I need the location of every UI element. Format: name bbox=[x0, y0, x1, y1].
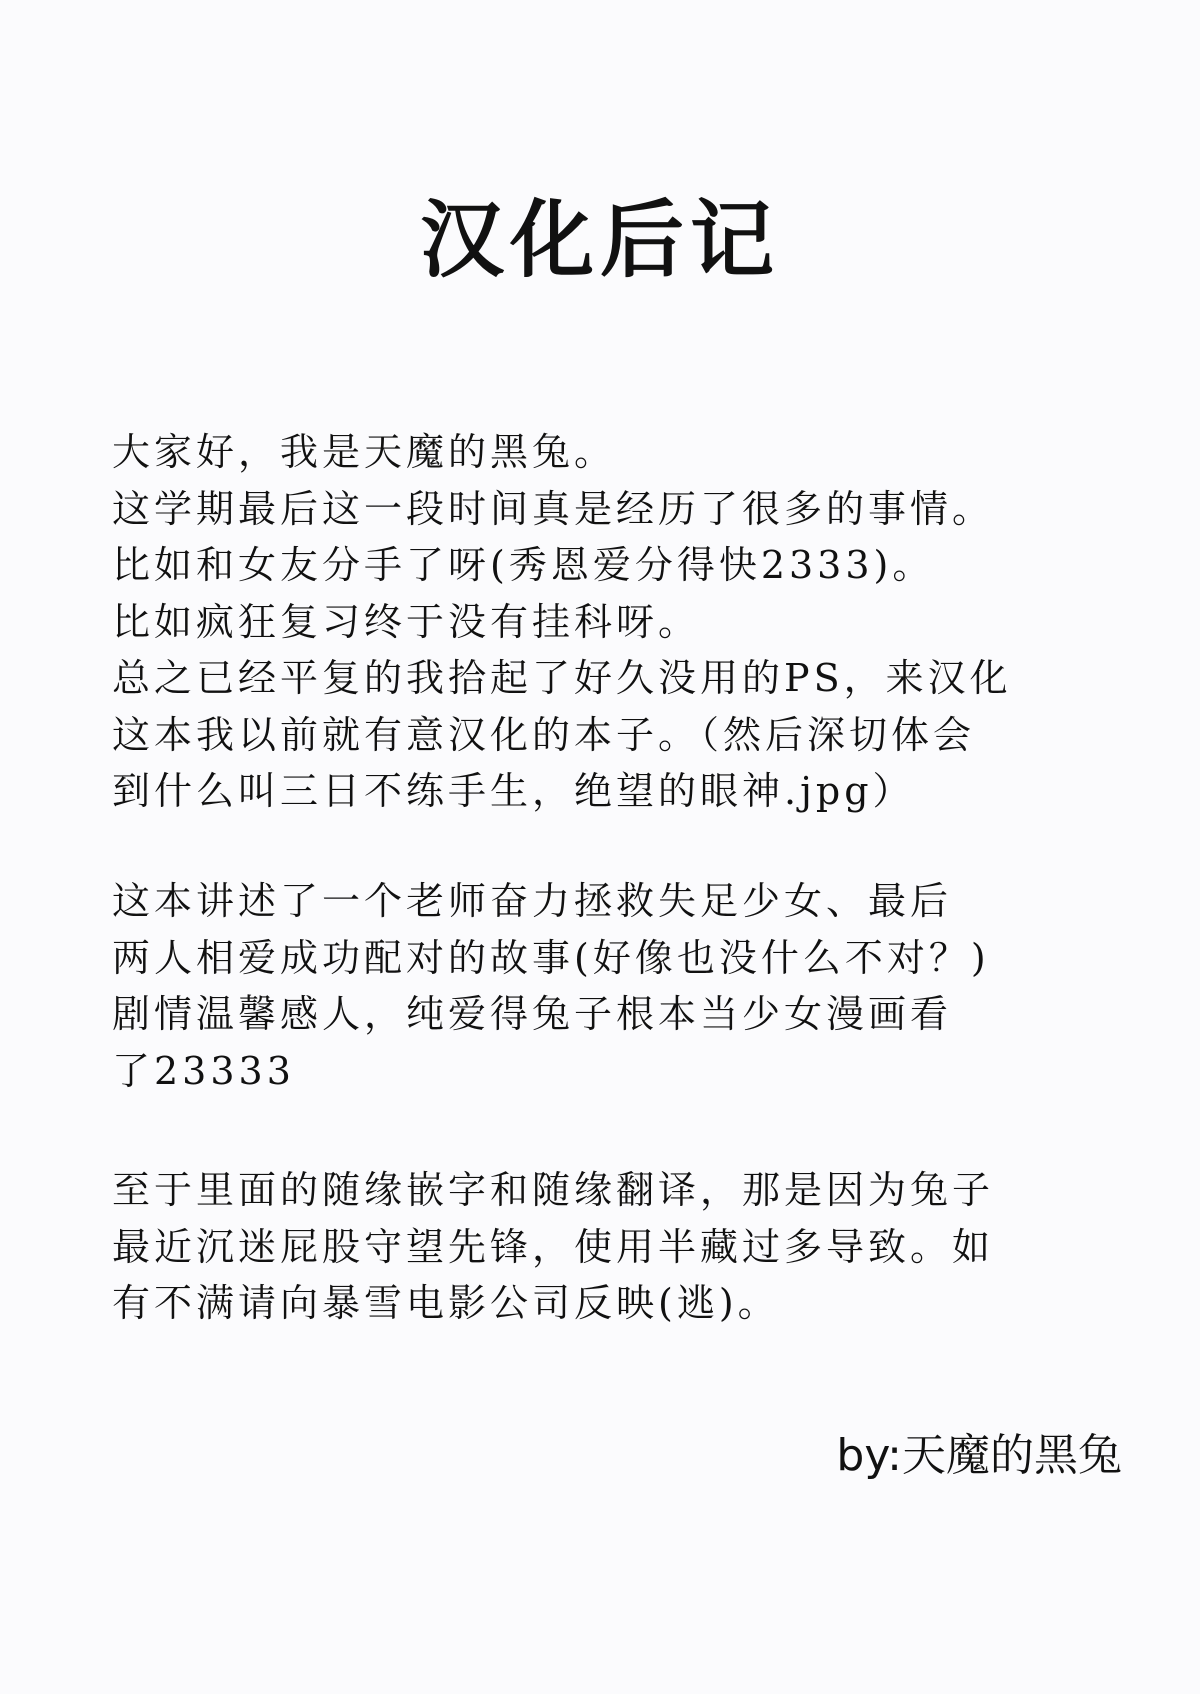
text-line: 剧情温馨感人，纯爱得兔子根本当少女漫画看 bbox=[112, 992, 953, 1036]
paragraph-intro bbox=[112, 424, 1122, 820]
text-line: 最近沉迷屁股守望先锋，使用半藏过多导致。如 bbox=[112, 1224, 995, 1269]
text-line: 到什么叫三日不练手生，绝望的眼神.jpg） bbox=[112, 769, 915, 813]
text-line: 大家好，我是天魔的黑兔。 bbox=[112, 430, 617, 474]
paragraph-translation-note bbox=[112, 1162, 1122, 1332]
text-line: 这本讲述了一个老师奋力拯救失足少女、最后 bbox=[112, 879, 953, 923]
paragraph-story bbox=[112, 873, 1122, 1099]
page-title: 汉化后记 bbox=[419, 191, 780, 289]
text-line: 比如和女友分手了呀(秀恩爱分得快2333)。 bbox=[112, 543, 935, 587]
text-line: 至于里面的随缘嵌字和随缘翻译，那是因为兔子 bbox=[112, 1168, 995, 1212]
text-line: 这学期最后这一段时间真是经历了很多的事情。 bbox=[112, 486, 995, 531]
text-line: 有不满请向暴雪电影公司反映(逃)。 bbox=[112, 1281, 780, 1325]
signature: by:天魔的黑兔 bbox=[836, 1430, 1122, 1481]
text-line: 总之已经平复的我拾起了好久没用的PS，来汉化 bbox=[112, 656, 1012, 700]
text-line: 两人相爱成功配对的故事(好像也没什么不对？) bbox=[112, 935, 990, 980]
text-line: 了23333 bbox=[112, 1048, 295, 1093]
text-line: 这本我以前就有意汉化的本子。（然后深切体会 bbox=[112, 712, 976, 757]
text-line: 比如疯狂复习终于没有挂科呀。 bbox=[112, 599, 701, 644]
